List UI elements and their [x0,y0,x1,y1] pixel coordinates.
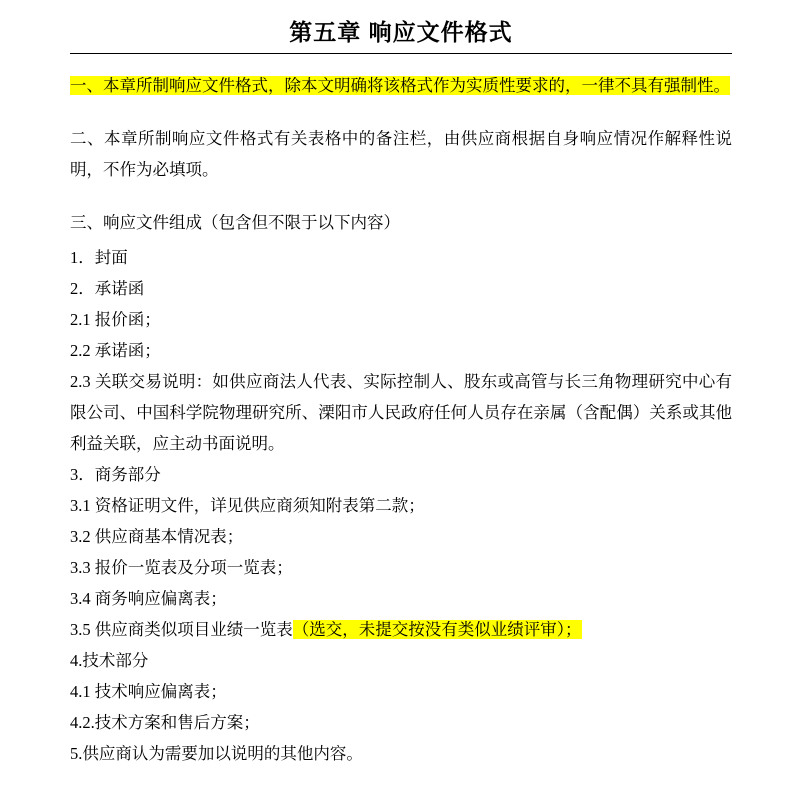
list-item: 1．封面 [70,248,128,267]
list-item: 2.2 承诺函； [70,341,161,360]
spacer-after-item-1 [70,105,732,123]
list-item: 2.3 关联交易说明：如供应商法人代表、实际控制人、股东或高管与长三角物理研究中心有限公司、中国科学院物理研究所、溧阳市人民政府任何人员存在亲属（含配偶）关系或其他利益关联，应主动书面说明。 [70,372,732,453]
page-title: 第五章 响应文件格式 [289,19,513,45]
paragraph-item-1 [70,70,732,101]
spacer-after-item-2 [70,189,732,207]
list-item: 2．承诺函 [70,279,145,298]
list-item: 4.2.技术方案和售后方案； [70,713,260,732]
paragraph-item-2 [70,123,732,185]
title-divider [70,53,732,54]
list-item-with-highlight [70,614,732,645]
list-item-text: 3.5 供应商类似项目业绩一览表 [70,620,293,639]
list-item: 3.3 报价一览表及分项一览表； [70,558,293,577]
list-item: 3.2 供应商基本情况表； [70,527,244,546]
list-item: 3.4 商务响应偏离表； [70,589,227,608]
list-item: 3．商务部分 [70,465,161,484]
paragraph-item-1-highlight [70,76,730,95]
paragraph-item-1-marker: 一、 [70,76,103,95]
document-page [0,14,798,786]
paragraph-item-1-text: 本章所制响应文件格式，除本文明确将该格式作为实质性要求的，一律不具有强制性。 [103,76,730,95]
list-item: 4.技术部分 [70,651,149,670]
paragraph-item-2-marker: 二、 [70,129,104,148]
paragraph-item-2-text: 本章所制响应文件格式有关表格中的备注栏，由供应商根据自身响应情况作解释性说明，不作为必填项。 [70,129,733,179]
list-item: 5.供应商认为需要加以说明的其他内容。 [70,744,363,763]
paragraph-item-3-text: 响应文件组成（包含但不限于以下内容） [103,213,400,232]
paragraph-item-3 [70,207,732,238]
list-item: 4.1 技术响应偏离表； [70,682,227,701]
list-item-highlight: （选交，未提交按没有类似业绩评审）； [292,620,582,639]
list-item: 2.1 报价函； [70,310,161,329]
list-item: 3.1 资格证明文件，详见供应商须知附表第二款； [70,496,425,515]
paragraph-item-3-marker: 三、 [70,213,103,232]
